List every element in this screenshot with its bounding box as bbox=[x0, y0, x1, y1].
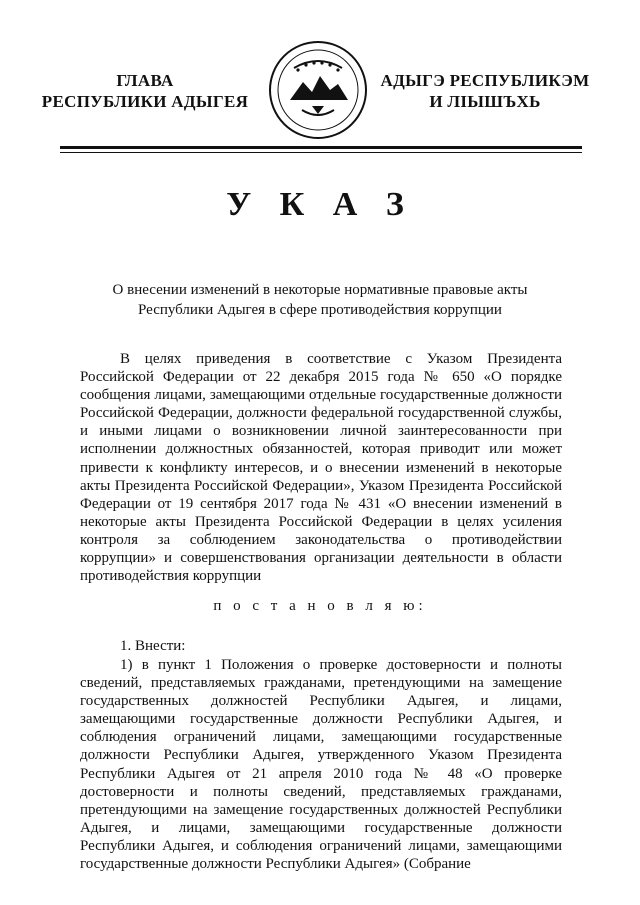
coat-of-arms-emblem-icon bbox=[268, 40, 368, 140]
issuer-line-adyghe-2: И ЛІЫШЪХЬ bbox=[429, 92, 541, 111]
clause-1-1: 1) в пункт 1 Положения о проверке достоверности и полноты сведений, представляемых гражданами, претендующими на замещение государственных должностей Республики Адыгея, и лицами, замещающими государственные должности Республики Адыгея, и соблюдения ограничений лицами, замещающими государственные должности Республики Адыгея, утвержденного Указом Президента Республики Адыгея от 21 апреля 2010 года № 48 «О проверке достоверности и полноты сведений, представляемых гражданами, претендующими на замещение государственных должностей Республики Адыгея, и лицами, замещающими государственные должности Республики Адыгея, и соблюдения ограничений лицами, замещающими государственные должности Республики Адыгея» (Собрание bbox=[80, 657, 562, 873]
preamble-paragraph: В целях приведения в соответствие с Указом Президента Российской Федерации от 22 декабря 2015 года № 650 «О порядке сообщения лицами, замещающими отдельные государственные должности Российской Федерации, должности федеральной государственной службы, и иными лицами о возникновении личной заинтересованности при исполнении должностных обязанностей, которая приводит или может привести к конфликту интересов, и о внесении изменений в некоторые акты Президента Российской Федерации», Указом Президента Российской Федерации от 19 сентября 2017 года № 431 «О внесении изменений в некоторые акты Президента Российской Федерации в целях усиления контроля за соблюдением законодательства о противодействии коррупции» и совершенствования организации деятельности в области противодействия коррупции bbox=[80, 351, 562, 585]
issuer-line-adyghe-1: АДЫГЭ РЕСПУБЛИКЭМ bbox=[380, 71, 590, 90]
issuer-title-russian bbox=[40, 70, 250, 112]
document-title: У К А З bbox=[226, 186, 414, 223]
decree-word: п о с т а н о в л я ю: bbox=[213, 598, 427, 614]
clause-1: 1. Внести: bbox=[120, 638, 186, 654]
document-subject bbox=[80, 280, 560, 320]
subject-line-2: Республики Адыгея в сфере противодействия коррупции bbox=[138, 302, 502, 318]
issuer-line-2: РЕСПУБЛИКИ АДЫГЕЯ bbox=[41, 92, 249, 111]
header-divider-thick bbox=[60, 146, 582, 149]
issuer-line-1: ГЛАВА bbox=[116, 71, 174, 90]
subject-line-1: О внесении изменений в некоторые нормативные правовые акты bbox=[112, 282, 528, 298]
issuer-title-adyghe bbox=[380, 70, 590, 112]
header-divider-thin bbox=[60, 152, 582, 153]
